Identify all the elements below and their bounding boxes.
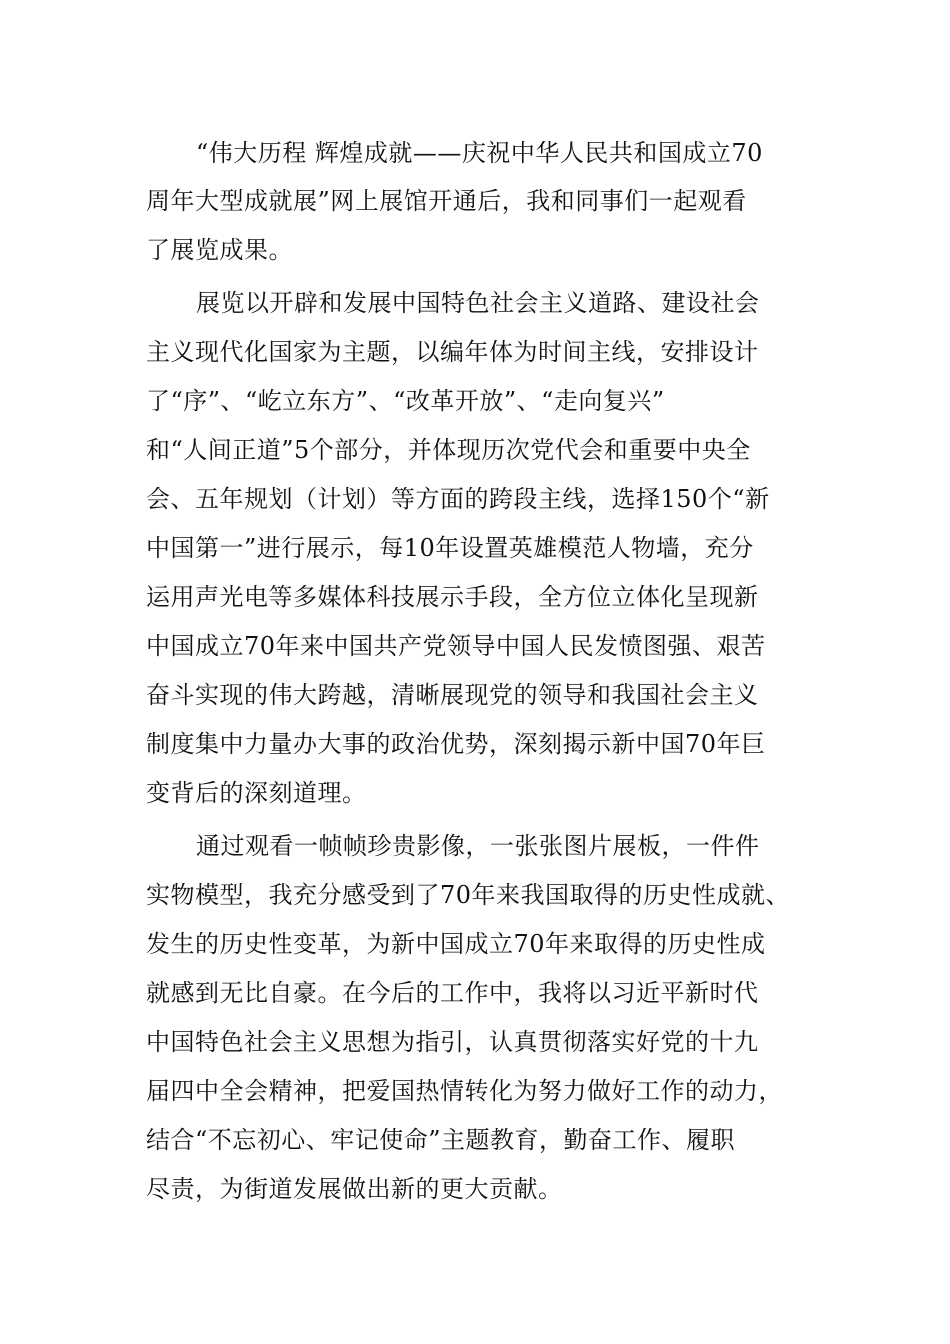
paragraph-1-line-3: 了展览成果。 <box>146 236 293 264</box>
paragraph-3-line-7: 结合“不忘初心、牢记使命”主题教育，勤奋工作、履职 <box>146 1126 736 1154</box>
paragraph-2-line-6: 中国第一”进行展示，每10年设置英雄模范人物墙，充分 <box>146 534 754 562</box>
paragraph-2-line-8: 中国成立70年来中国共产党领导中国人民发愤图强、艰苦 <box>146 632 766 660</box>
paragraph-3-line-6: 届四中全会精神，把爱国热情转化为努力做好工作的动力， <box>146 1077 783 1105</box>
paragraph-2-line-5: 会、五年规划（计划）等方面的跨段主线，选择150个“新 <box>146 485 770 513</box>
paragraph-2-line-7: 运用声光电等多媒体科技展示手段，全方位立体化呈现新 <box>146 583 759 611</box>
paragraph-2-line-11: 变背后的深刻道理。 <box>146 779 367 807</box>
paragraph-2-line-9: 奋斗实现的伟大跨越，清晰展现党的领导和我国社会主义 <box>146 681 759 709</box>
paragraph-1-line-2: 周年大型成就展”网上展馆开通后，我和同事们一起观看 <box>146 187 747 215</box>
paragraph-3-line-8: 尽责，为街道发展做出新的更大贡献。 <box>146 1175 563 1203</box>
paragraph-3-line-4: 就感到无比自豪。在今后的工作中，我将以习近平新时代 <box>146 979 759 1007</box>
paragraph-3-line-2: 实物模型，我充分感受到了70年来我国取得的历史性成就、 <box>146 881 791 909</box>
paragraph-3-line-5: 中国特色社会主义思想为指引，认真贯彻落实好党的十九 <box>146 1028 759 1056</box>
paragraph-2-line-10: 制度集中力量办大事的政治优势，深刻揭示新中国70年巨 <box>146 730 766 758</box>
paragraph-2-line-1: 展览以开辟和发展中国特色社会主义道路、建设社会 <box>196 289 760 317</box>
paragraph-2-line-3: 了“序”、“屹立东方”、“改革开放”、“走向复兴” <box>146 387 665 415</box>
paragraph-3-line-3: 发生的历史性变革，为新中国成立70年来取得的历史性成 <box>146 930 766 958</box>
paragraph-1-line-1: “伟大历程 辉煌成就——庆祝中华人民共和国成立70 <box>196 139 763 167</box>
paragraph-2-line-2: 主义现代化国家为主题，以编年体为时间主线，安排设计 <box>146 338 759 366</box>
paragraph-3-line-1: 通过观看一帧帧珍贵影像，一张张图片展板，一件件 <box>196 832 760 860</box>
paragraph-2-line-4: 和“人间正道”5个部分，并体现历次党代会和重要中央全 <box>146 436 751 464</box>
